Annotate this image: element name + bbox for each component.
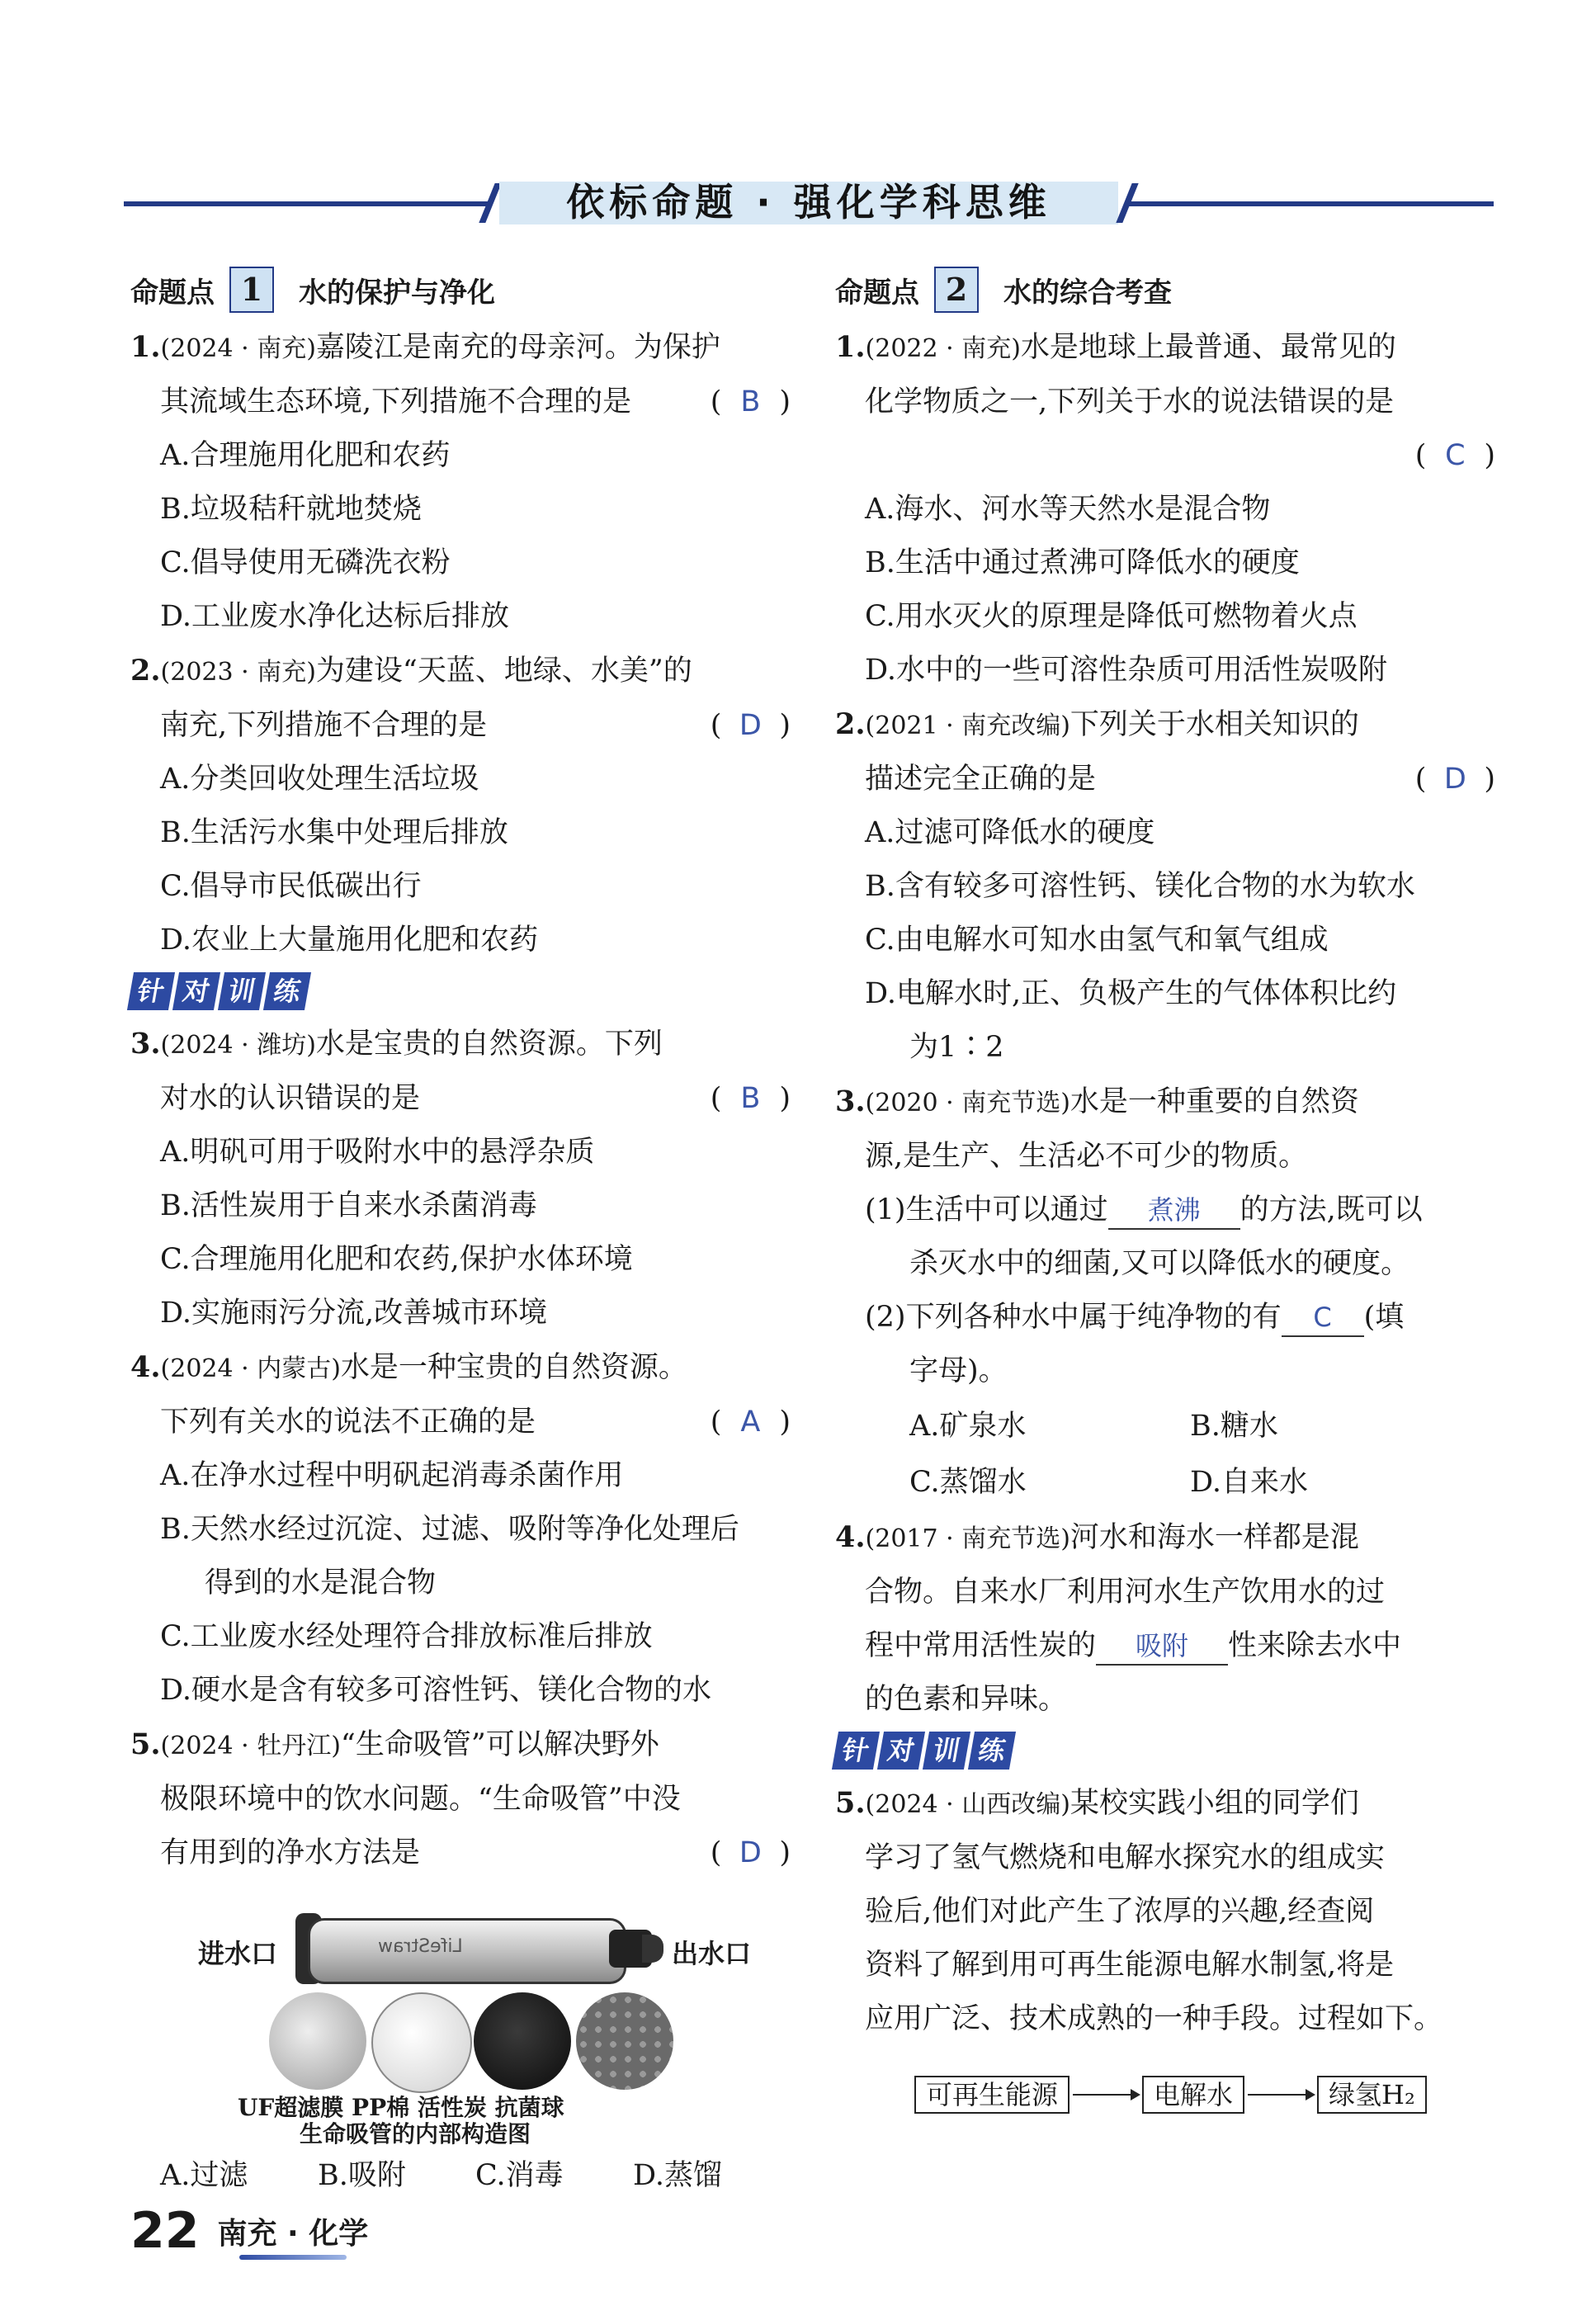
answer-letter: D <box>739 709 762 742</box>
flow-arrow-1 <box>1073 2094 1139 2096</box>
footer-subject: 南充 · 化学 <box>217 2216 369 2251</box>
blank-answer: 吸附 <box>1096 1628 1228 1666</box>
options-row-2 <box>835 1454 1495 1510</box>
topic-number: 2 <box>934 267 979 313</box>
footer-underline <box>239 2255 347 2260</box>
option-b: B.含有较多可溶性钙、镁化合物的水为软水 <box>865 870 1415 903</box>
question-3: 3.(2024 · 潍坊)水是宝贵的自然资源。下列 对水的认识错误的是 ( B ) A.明矾可用于吸附水中的悬浮杂质 B.活性炭用于自来水杀菌消毒 C.合理施用化肥和农药,保护水体环境 D.实施雨污分流,改善城市环境 <box>130 1017 791 1340</box>
question-5: 5.(2024 · 山西改编)某校实践小组的同学们 学习了氢气燃烧和电解水探究水的组成实 验后,他们对此产生了浓厚的兴趣,经查阅 资料了解到用可再生能源电解水制氢,将是 应用广泛、技术成熟的一种手段。过程如下。 可再生能源 电解水 绿氢H₂ <box>835 1776 1495 2114</box>
option-c: C.由电解水可知水由氢气和氧气组成 <box>865 924 1329 957</box>
answer-letter: A <box>740 1406 761 1439</box>
straw-outlet-tip <box>642 1935 663 1963</box>
answer-letter: D <box>1443 763 1466 796</box>
topic-title: 水的保护与净化 <box>299 276 495 310</box>
option-d: D.自来水 <box>1190 1466 1308 1499</box>
question-3: 3.(2020 · 南充节选)水是一种重要的自然资 源,是生产、生活必不可少的物质。 (1)生活中可以通过 煮沸 的方法,既可以 杀灭水中的细菌,又可以降低水的硬度。 (2)下列各种水中属于纯净物的有 C (填 字母)。 A.矿泉水 B.糖水 C.蒸馏水 D.自来水 <box>835 1075 1495 1510</box>
process-flow <box>835 2076 1495 2114</box>
option-b-continued: 得到的水是混合物 <box>205 1566 437 1600</box>
option-a: A.在净水过程中明矾起消毒杀菌作用 <box>160 1459 624 1492</box>
question-5: 5.(2024 · 牡丹江)“生命吸管”可以解决野外 极限环境中的饮水问题。“生命吸管”中没 有用到的净水方法是 ( D ) 进水口 LifeStraw 出水口 UF超滤膜 PP棉 活性炭 抗菌球 生命吸管的内部构造图 A.过滤 B.吸附 C.消毒 D.蒸馏 <box>130 1718 791 2203</box>
option-a: A.矿泉水 <box>909 1410 1027 1443</box>
page-number: 22 <box>130 2202 200 2260</box>
practice-badge: 针 对 训 练 <box>130 972 791 1010</box>
topic-heading-2: 命题点 2 水的综合考查 <box>835 264 1495 315</box>
flow-arrow-2 <box>1248 2094 1314 2096</box>
option-c: C.用水灭火的原理是降低可燃物着火点 <box>865 600 1358 633</box>
question-1: 1.(2024 · 南充)嘉陵江是南充的母亲河。为保护 其流域生态环境,下列措施不合理的是 ( B ) A.合理施用化肥和农药 B.垃圾秸秆就地焚烧 C.倡导使用无磷洗衣粉 D.工业废水净化达标后排放 <box>130 320 791 644</box>
banner-rule-right <box>1126 201 1494 206</box>
topic-title: 水的综合考查 <box>1003 276 1172 310</box>
answer-letter: D <box>739 1836 762 1869</box>
uf-membrane-disc <box>269 1992 366 2090</box>
left-column <box>130 264 791 2203</box>
option-a: A.过滤可降低水的硬度 <box>865 816 1155 849</box>
option-c: C.倡导市民低碳出行 <box>160 870 422 903</box>
option-d: D.工业废水净化达标后排放 <box>160 600 509 633</box>
option-b: B.天然水经过沉淀、过滤、吸附等净化处理后 <box>160 1513 739 1546</box>
answer-letter: C <box>1445 439 1466 472</box>
option-b: B.吸附 <box>318 2159 406 2192</box>
straw-brand: LifeStraw <box>378 1936 463 1957</box>
answer-paren: ( D ) <box>711 1826 791 1880</box>
option-d-continued: 为1∶2 <box>909 1031 1004 1064</box>
question-1: 1.(2022 · 南充)水是地球上最普通、最常见的 化学物质之一,下列关于水的说法错误的是 ( C ) A.海水、河水等天然水是混合物 B.生活中通过煮沸可降低水的硬度 C.用水灭火的原理是降低可燃物着火点 D.水中的一些可溶性杂质可用活性炭吸附 <box>835 320 1495 697</box>
answer-letter: B <box>740 1082 761 1115</box>
option-d: D.水中的一些可溶性杂质可用活性炭吸附 <box>865 654 1387 687</box>
option-b: B.生活污水集中处理后排放 <box>160 816 508 849</box>
pp-cotton-disc <box>371 1992 472 2093</box>
option-c: C.蒸馏水 <box>909 1466 1027 1499</box>
inlet-label: 进水口 <box>198 1938 278 1969</box>
option-d: D.实施雨污分流,改善城市环境 <box>160 1297 548 1330</box>
option-d: D.农业上大量施用化肥和农药 <box>160 924 538 957</box>
option-b: B.生活中通过煮沸可降低水的硬度 <box>865 546 1300 579</box>
lifestraw-figure <box>130 1893 791 2148</box>
option-c: C.工业废水经处理符合排放标准后排放 <box>160 1620 653 1653</box>
flow-step-3: 绿氢H₂ <box>1317 2076 1427 2114</box>
flow-step-1: 可再生能源 <box>914 2076 1070 2114</box>
section-banner <box>124 173 1494 231</box>
straw-body <box>308 1918 626 1984</box>
answer-paren: ( B ) <box>711 1072 791 1126</box>
blank-answer: C <box>1282 1299 1364 1337</box>
option-a: A.合理施用化肥和农药 <box>160 439 451 472</box>
option-a: A.明矾可用于吸附水中的悬浮杂质 <box>160 1136 595 1169</box>
question-4: 4.(2017 · 南充节选)河水和海水一样都是混 合物。自来水厂利用河水生产饮用水的过 程中常用活性炭的 吸附 性来除去水中 的色素和异味。 <box>835 1520 1402 1716</box>
topic-heading-1: 命题点 1 水的保护与净化 <box>130 264 791 315</box>
answer-paren: ( D ) <box>711 699 791 753</box>
option-a: A.海水、河水等天然水是混合物 <box>865 493 1271 526</box>
answer-paren: ( B ) <box>711 376 791 429</box>
figure-caption: 生命吸管的内部构造图 <box>300 2120 531 2148</box>
figure-parts-label: UF超滤膜 PP棉 活性炭 抗菌球 <box>238 2094 564 2121</box>
question-2: 2.(2021 · 南充改编)下列关于水相关知识的 描述完全正确的是 ( D ) A.过滤可降低水的硬度 B.含有较多可溶性钙、镁化合物的水为软水 C.由电解水可知水由氢气和氧气组成 D.电解水时,正、负极产生的气体体积比约 为1∶2 <box>835 697 1495 1075</box>
option-c: C.倡导使用无磷洗衣粉 <box>160 546 451 579</box>
option-a: A.过滤 <box>160 2159 248 2192</box>
question-4: 4.(2024 · 内蒙古)水是一种宝贵的自然资源。 下列有关水的说法不正确的是 ( A ) A.在净水过程中明矾起消毒杀菌作用 B.天然水经过沉淀、过滤、吸附等净化处理后 得到的水是混合物 C.工业废水经处理符合排放标准后排放 D.硬水是含有较多可溶性钙、镁化合物的水 <box>130 1340 791 1718</box>
option-b: B.垃圾秸秆就地焚烧 <box>160 493 422 526</box>
option-d: D.电解水时,正、负极产生的气体体积比约 <box>865 977 1397 1010</box>
options-row <box>130 2149 791 2203</box>
antibacterial-balls-disc <box>576 1992 673 2090</box>
answer-paren: ( A ) <box>711 1396 791 1449</box>
activated-carbon-disc <box>474 1992 571 2090</box>
page-footer <box>130 2202 368 2260</box>
option-b: B.活性炭用于自来水杀菌消毒 <box>160 1189 537 1222</box>
option-b: B.糖水 <box>1190 1410 1278 1443</box>
option-c: C.消毒 <box>475 2159 564 2192</box>
question-2: 2.(2023 · 南充)为建设“天蓝、地绿、水美”的 南充,下列措施不合理的是 ( D ) A.分类回收处理生活垃圾 B.生活污水集中处理后排放 C.倡导市民低碳出行 D.农业上大量施用化肥和农药 <box>130 644 791 967</box>
option-a: A.分类回收处理生活垃圾 <box>160 763 479 796</box>
answer-paren: ( C ) <box>1415 429 1495 483</box>
options-row-1 <box>835 1398 1495 1454</box>
banner-title: 依标命题 · 强化学科思维 <box>566 180 1051 224</box>
practice-badge: 针 对 训 练 <box>835 1732 1495 1770</box>
outlet-label: 出水口 <box>672 1938 752 1969</box>
option-d: D.硬水是含有较多可溶性钙、镁化合物的水 <box>160 1674 711 1707</box>
blank-answer: 煮沸 <box>1108 1192 1240 1230</box>
option-d: D.蒸馏 <box>633 2159 722 2192</box>
banner-rule-left <box>124 201 491 206</box>
right-column <box>835 264 1495 2114</box>
answer-letter: B <box>740 385 761 418</box>
topic-number: 1 <box>229 267 274 313</box>
option-c: C.合理施用化肥和农药,保护水体环境 <box>160 1243 633 1276</box>
answer-paren: ( D ) <box>1415 753 1495 806</box>
flow-step-2: 电解水 <box>1142 2076 1244 2114</box>
